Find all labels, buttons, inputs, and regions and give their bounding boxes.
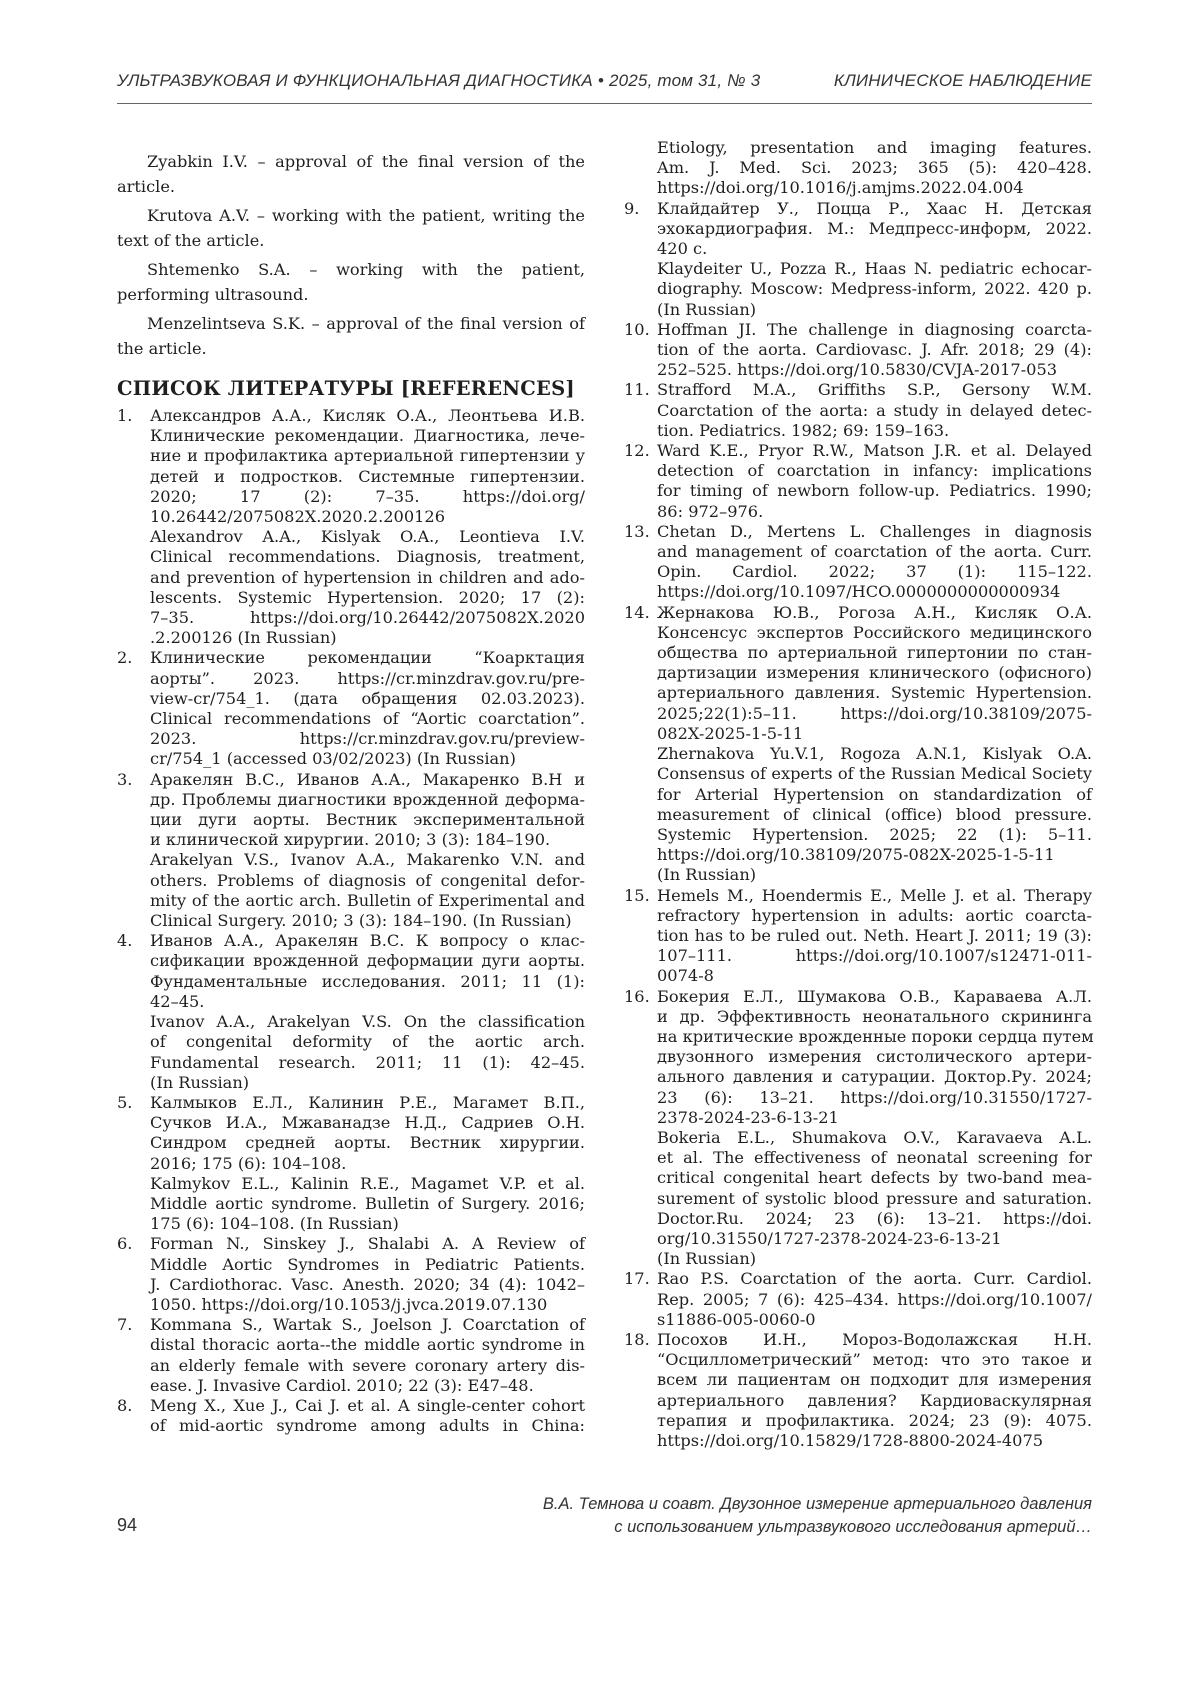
reference-line: Rep. 2005; 7 (6): 425–434. https://doi.org/10.1007/	[657, 1290, 1092, 1310]
reference-line: diography. Moscow: Medpress-inform, 2022. 420 p.	[657, 279, 1092, 299]
contribution: Shtemenko S.A. – working with the patient, performing ultrasound.	[117, 258, 585, 307]
reference-item	[117, 648, 585, 769]
reference-item	[624, 199, 1092, 320]
reference-line: и клинической хирургии. 2010; 3 (3): 184–190.	[150, 830, 585, 850]
reference-line: Clinical Surgery. 2010; 3 (3): 184–190. (In Russian)	[150, 911, 585, 931]
reference-line: ease. J. Invasive Cardiol. 2010; 22 (3): E47–48.	[150, 1376, 585, 1396]
reference-item	[624, 522, 1092, 603]
header-rule	[117, 103, 1092, 104]
reference-number: 5.	[117, 1093, 132, 1113]
reference-line: lescents. Systemic Hypertension. 2020; 17 (2):	[150, 588, 585, 608]
reference-number: 10.	[624, 320, 650, 340]
reference-line: “Осциллометрический” метод: что это такое и	[657, 1350, 1092, 1370]
reference-line: Клинические рекомендации. Диагностика, лече-	[150, 426, 585, 446]
reference-list-right	[624, 138, 1092, 1451]
journal-title: УЛЬТРАЗВУКОВАЯ И ФУНКЦИОНАЛЬНАЯ ДИАГНОСТИКА • 2025, том 31, № 3	[117, 71, 760, 91]
reference-number: 14.	[624, 603, 650, 623]
right-column	[624, 138, 1092, 1451]
reference-line: (In Russian)	[657, 300, 1092, 320]
reference-line: tion of the aorta. Cardiovasc. J. Afr. 2018; 29 (4):	[657, 340, 1092, 360]
reference-item	[624, 886, 1092, 987]
reference-line: 252–525. https://doi.org/10.5830/CVJA-2017-053	[657, 360, 1092, 380]
reference-line: артериального давления. Systemic Hypertension.	[657, 683, 1092, 703]
reference-line: Иванов А.А., Аракелян В.С. К вопросу о клас-	[150, 931, 585, 951]
reference-line: distal thoracic aorta--the middle aortic syndrome in	[150, 1335, 585, 1355]
reference-list-left	[117, 406, 585, 1436]
reference-number: 15.	[624, 886, 650, 906]
reference-line: cr/754_1 (accessed 03/02/2023) (In Russian)	[150, 749, 585, 769]
reference-line: (In Russian)	[150, 1073, 585, 1093]
reference-line: others. Problems of diagnosis of congenital defor-	[150, 871, 585, 891]
footer-title-line: с использованием ультразвукового исследования артерий…	[543, 1516, 1092, 1539]
reference-line: Middle aortic syndrome. Bulletin of Surgery. 2016;	[150, 1194, 585, 1214]
reference-line: refractory hypertension in adults: aortic coarcta-	[657, 906, 1092, 926]
reference-line: measurement of clinical (office) blood pressure.	[657, 805, 1092, 825]
reference-line: Strafford M.A., Griffiths S.P., Gersony W.M.	[657, 380, 1092, 400]
reference-line: Ivanov A.A., Arakelyan V.S. On the classification	[150, 1012, 585, 1032]
reference-line: 2025;22(1):5–11. https://doi.org/10.38109/2075-	[657, 704, 1092, 724]
reference-line: and prevention of hypertension in children and ado-	[150, 568, 585, 588]
reference-line: an elderly female with severe coronary artery dis-	[150, 1356, 585, 1376]
reference-line: s11886-005-0060-0	[657, 1310, 1092, 1330]
reference-item	[624, 987, 1092, 1270]
reference-number: 12.	[624, 441, 650, 461]
reference-item	[624, 380, 1092, 441]
reference-line: 107–111. https://doi.org/10.1007/s12471-011-	[657, 946, 1092, 966]
reference-line: 2016; 175 (6): 104–108.	[150, 1154, 585, 1174]
reference-item	[117, 1093, 585, 1234]
contribution: Zyabkin I.V. – approval of the final version of the article.	[117, 150, 585, 199]
reference-line: общества по артериальной гипертонии по стан-	[657, 643, 1092, 663]
reference-line: на критические врожденные пороки сердца путем	[657, 1027, 1092, 1047]
reference-line: всем ли пациентам он подходит для измерения	[657, 1370, 1092, 1390]
reference-number: 2.	[117, 648, 132, 668]
reference-line: Клинические рекомендации “Коарктация	[150, 648, 585, 668]
reference-line: Etiology, presentation and imaging features.	[657, 138, 1092, 158]
reference-line: дартизации измерения клинического (офисного)	[657, 663, 1092, 683]
reference-line: Сучков И.А., Мжаванадзе Н.Д., Садриев О.Н.	[150, 1113, 585, 1133]
reference-line: 082X-2025-1-5-11	[657, 724, 1092, 744]
reference-line: Фундаментальные исследования. 2011; 11 (1):	[150, 972, 585, 992]
reference-line: детей и подростков. Системные гипертензии.	[150, 467, 585, 487]
reference-line: Fundamental research. 2011; 11 (1): 42–45.	[150, 1053, 585, 1073]
reference-line: Kommana S., Wartak S., Joelson J. Coarctation of	[150, 1315, 585, 1335]
reference-line: сификации врожденной деформации дуги аорты.	[150, 951, 585, 971]
reference-line: 420 с.	[657, 239, 1092, 259]
reference-line: J. Cardiothorac. Vasc. Anesth. 2020; 34 (4): 1042–	[150, 1275, 585, 1295]
reference-number: 1.	[117, 406, 132, 426]
reference-line: Alexandrov A.A., Kislyak O.A., Leontieva I.V.	[150, 527, 585, 547]
left-column	[117, 150, 585, 1436]
footer-title-line: В.А. Темнова и соавт. Двузонное измерение артериального давления	[543, 1493, 1092, 1516]
reference-line: 42–45.	[150, 992, 585, 1012]
reference-line: др. Проблемы диагностики врожденной деформа-	[150, 790, 585, 810]
contribution: Krutova A.V. – working with the patient, writing the text of the article.	[117, 204, 585, 253]
reference-line: and management of coarctation of the aorta. Curr.	[657, 542, 1092, 562]
reference-line: of congenital deformity of the aortic arch.	[150, 1032, 585, 1052]
reference-item	[624, 138, 1092, 199]
reference-line: 2020; 17 (2): 7–35. https://doi.org/	[150, 487, 585, 507]
reference-line: артериального давления? Кардиоваскулярная	[657, 1391, 1092, 1411]
reference-item	[624, 1269, 1092, 1330]
reference-number: 18.	[624, 1330, 650, 1350]
reference-line: ции дуги аорты. Вестник экспериментальной	[150, 810, 585, 830]
footer-article-title	[543, 1493, 1092, 1539]
reference-line: Hoffman JI. The challenge in diagnosing coarcta-	[657, 320, 1092, 340]
reference-item	[117, 770, 585, 932]
reference-number: 4.	[117, 931, 132, 951]
reference-line: Ward K.E., Pryor R.W., Matson J.R. et al. Delayed	[657, 441, 1092, 461]
reference-line: surement of systolic blood pressure and saturation.	[657, 1189, 1092, 1209]
reference-line: tion. Pediatrics. 1982; 69: 159–163.	[657, 421, 1092, 441]
author-contributions	[117, 150, 585, 361]
reference-line: Zhernakova Yu.V.1, Rogoza A.N.1, Kislyak O.A.	[657, 744, 1092, 764]
reference-item	[117, 1396, 585, 1436]
reference-line: Александров А.А., Кисляк О.А., Леонтьева И.В.	[150, 406, 585, 426]
reference-line: двузонного измерения систолического артери-	[657, 1047, 1092, 1067]
reference-line: Consensus of experts of the Russian Medical Society	[657, 764, 1092, 784]
reference-line: ние и профилактика артериальной гипертензии у	[150, 446, 585, 466]
reference-line: Clinical recommendations. Diagnosis, treatment,	[150, 547, 585, 567]
reference-item	[624, 320, 1092, 381]
reference-number: 17.	[624, 1269, 650, 1289]
reference-line: org/10.31550/1727-2378-2024-23-6-13-21	[657, 1229, 1092, 1249]
reference-number: 9.	[624, 199, 639, 219]
reference-line: 7–35. https://doi.org/10.26442/2075082X.2020	[150, 608, 585, 628]
reference-line: for timing of newborn follow-up. Pediatrics. 1990;	[657, 481, 1092, 501]
reference-line: https://doi.org/10.38109/2075-082X-2025-1-5-11	[657, 845, 1092, 865]
page-number: 94	[117, 1515, 137, 1536]
reference-line: of mid-aortic syndrome among adults in China:	[150, 1416, 585, 1436]
reference-item	[117, 931, 585, 1093]
reference-line: 2378-2024-23-6-13-21	[657, 1108, 1092, 1128]
reference-number: 6.	[117, 1234, 132, 1254]
reference-line: (In Russian)	[657, 865, 1092, 885]
reference-number: 11.	[624, 380, 650, 400]
reference-line: tion has to be ruled out. Neth. Heart J. 2011; 19 (3):	[657, 926, 1092, 946]
reference-line: Coarctation of the aorta: a study in delayed detec-	[657, 401, 1092, 421]
reference-line: эхокардиография. М.: Медпресс-информ, 2022.	[657, 219, 1092, 239]
reference-line: et al. The effectiveness of neonatal screening for	[657, 1148, 1092, 1168]
reference-line: 10.26442/2075082X.2020.2.200126	[150, 507, 585, 527]
reference-line: Klaydeiter U., Pozza R., Haas N. pediatric echocar-	[657, 259, 1092, 279]
reference-line: Clinical recommendations of “Aortic coarctation”.	[150, 709, 585, 729]
reference-number: 16.	[624, 987, 650, 1007]
reference-line: ального давления и сатурации. Доктор.Ру. 2024;	[657, 1067, 1092, 1087]
reference-line: Meng X., Xue J., Cai J. et al. A single-center cohort	[150, 1396, 585, 1416]
reference-line: 175 (6): 104–108. (In Russian)	[150, 1214, 585, 1234]
reference-line: Forman N., Sinskey J., Shalabi A. A Review of	[150, 1234, 585, 1254]
contribution: Menzelintseva S.K. – approval of the final version of the article.	[117, 312, 585, 361]
section-title: КЛИНИЧЕСКОЕ НАБЛЮДЕНИЕ	[834, 71, 1092, 91]
reference-line: for Arterial Hypertension on standardization of	[657, 785, 1092, 805]
reference-line: 86: 972–976.	[657, 502, 1092, 522]
reference-line: и др. Эффективность неонатального скрининга	[657, 1007, 1092, 1027]
reference-line: Doctor.Ru. 2024; 23 (6): 13–21. https://doi.	[657, 1209, 1092, 1229]
reference-line: .2.200126 (In Russian)	[150, 628, 585, 648]
reference-number: 8.	[117, 1396, 132, 1416]
reference-line: Kalmykov E.L., Kalinin R.E., Magamet V.P. et al.	[150, 1174, 585, 1194]
reference-line: Opin. Cardiol. 2022; 37 (1): 115–122.	[657, 562, 1092, 582]
reference-line: Bokeria E.L., Shumakova O.V., Karavaeva A.L.	[657, 1128, 1092, 1148]
reference-line: https://doi.org/10.1097/HCO.0000000000000934	[657, 582, 1092, 602]
reference-line: Chetan D., Mertens L. Challenges in diagnosis	[657, 522, 1092, 542]
reference-line: Посохов И.Н., Мороз-Водолажская Н.Н.	[657, 1330, 1092, 1350]
reference-line: Консенсус экспертов Российского медицинского	[657, 623, 1092, 643]
reference-line: Arakelyan V.S., Ivanov A.A., Makarenko V.N. and	[150, 850, 585, 870]
reference-line: view-cr/754_1. (дата обращения 02.03.2023).	[150, 689, 585, 709]
reference-line: Am. J. Med. Sci. 2023; 365 (5): 420–428.	[657, 158, 1092, 178]
references-heading: СПИСОК ЛИТЕРАТУРЫ [REFERENCES]	[117, 378, 585, 400]
reference-item	[117, 1234, 585, 1315]
reference-line: Middle Aortic Syndromes in Pediatric Patients.	[150, 1255, 585, 1275]
reference-line: Бокерия Е.Л., Шумакова О.В., Караваева А.Л.	[657, 987, 1092, 1007]
reference-line: аорты”. 2023. https://cr.minzdrav.gov.ru/pre-	[150, 669, 585, 689]
reference-item	[624, 603, 1092, 886]
reference-line: Клайдайтер У., Поцца Р., Хаас Н. Детская	[657, 199, 1092, 219]
reference-line: critical congenital heart defects by two-band mea-	[657, 1168, 1092, 1188]
reference-line: detection of coarctation in infancy: implications	[657, 461, 1092, 481]
reference-number: 7.	[117, 1315, 132, 1335]
reference-line: Калмыков Е.Л., Калинин Р.Е., Магамет В.П.,	[150, 1093, 585, 1113]
reference-item	[117, 406, 585, 648]
reference-item	[624, 1330, 1092, 1451]
reference-line: 1050. https://doi.org/10.1053/j.jvca.2019.07.130	[150, 1295, 585, 1315]
reference-line: 0074-8	[657, 966, 1092, 986]
reference-line: Systemic Hypertension. 2025; 22 (1): 5–11.	[657, 825, 1092, 845]
reference-line: 2023. https://cr.minzdrav.gov.ru/preview-	[150, 729, 585, 749]
reference-line: Аракелян В.С., Иванов А.А., Макаренко В.Н и	[150, 770, 585, 790]
reference-line: (In Russian)	[657, 1249, 1092, 1269]
reference-line: mity of the aortic arch. Bulletin of Experimental and	[150, 891, 585, 911]
reference-number: 13.	[624, 522, 650, 542]
reference-line: https://doi.org/10.15829/1728-8800-2024-4075	[657, 1431, 1092, 1451]
reference-line: https://doi.org/10.1016/j.amjms.2022.04.004	[657, 178, 1092, 198]
reference-line: 23 (6): 13–21. https://doi.org/10.31550/1727-	[657, 1088, 1092, 1108]
reference-number: 3.	[117, 770, 132, 790]
reference-line: Жернакова Ю.В., Рогоза А.Н., Кисляк О.А.	[657, 603, 1092, 623]
reference-line: терапия и профилактика. 2024; 23 (9): 4075.	[657, 1411, 1092, 1431]
reference-line: Hemels M., Hoendermis E., Melle J. et al. Therapy	[657, 886, 1092, 906]
reference-line: Синдром средней аорты. Вестник хирургии.	[150, 1133, 585, 1153]
reference-item	[117, 1315, 585, 1396]
reference-item	[624, 441, 1092, 522]
reference-line: Rao P.S. Coarctation of the aorta. Curr. Cardiol.	[657, 1269, 1092, 1289]
